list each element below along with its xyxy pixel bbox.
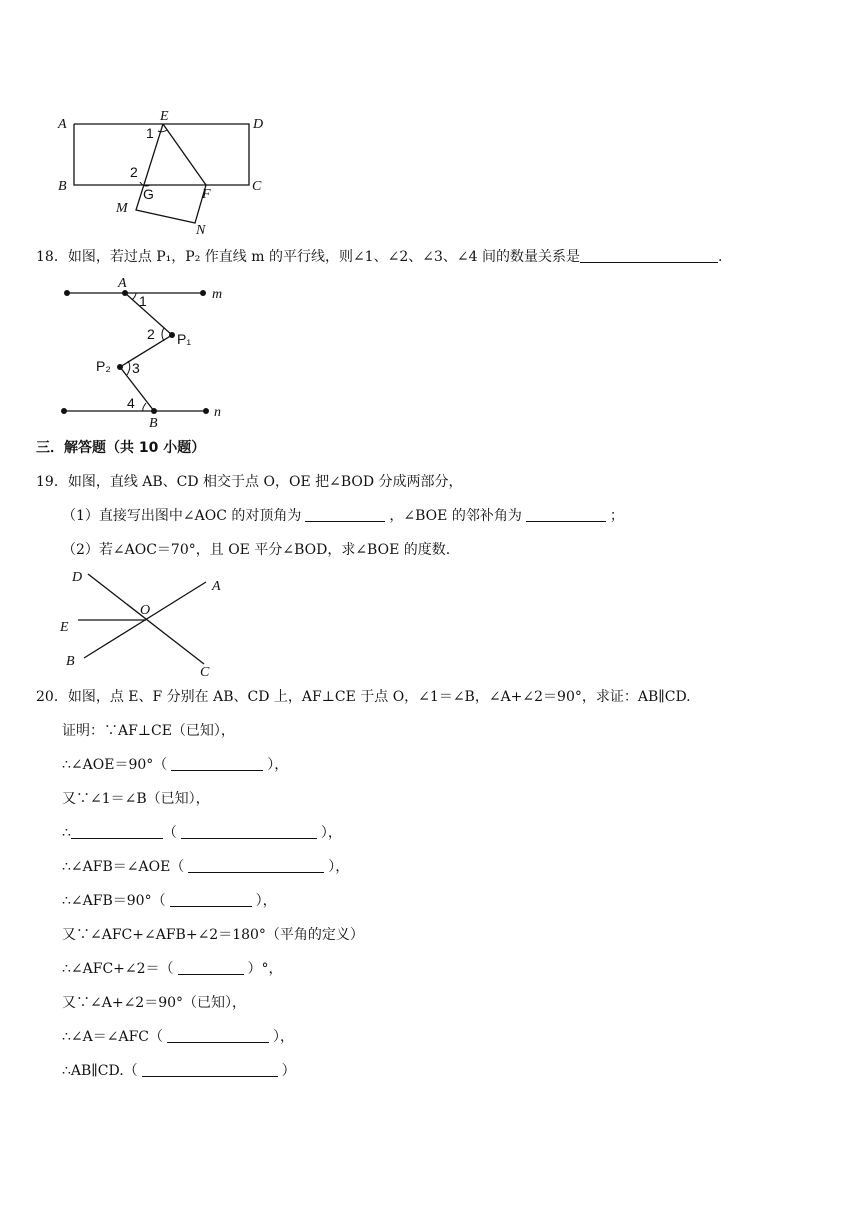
proof-line-1 (62, 755, 288, 775)
answer-blank-19-1[interactable] (305, 507, 385, 522)
proof-line-4 (62, 857, 349, 877)
question-18-end: . (717, 249, 723, 265)
answer-blank-20-2[interactable] (71, 824, 163, 839)
label-D: D (253, 117, 264, 132)
label-1: 1 (146, 125, 154, 141)
section-heading: 三．解答题（共 10 小题） (36, 440, 206, 456)
angle-1-arc (132, 293, 136, 300)
label-G: G (143, 186, 154, 202)
proof-line-10 (62, 1061, 296, 1081)
proof-line-0: 证明：∵AF⊥CE（已知）， (62, 723, 235, 739)
proof-text: ∴∠AFB＝90°（ (62, 893, 166, 909)
label-O: O (140, 603, 151, 618)
point (61, 408, 67, 414)
answer-blank-18[interactable] (580, 248, 718, 263)
proof-text: ∴AB∥CD.（ (62, 1063, 138, 1079)
answer-blank-19-2[interactable] (526, 507, 606, 522)
angle-1-arc (158, 130, 167, 132)
question-18 (36, 247, 722, 267)
point-P1 (169, 332, 175, 338)
question-19-part-2: （2）若∠AOC＝70°，且 OE 平分∠BOD，求∠BOE 的度数. (62, 542, 451, 558)
label-A: A (58, 117, 67, 132)
label-B: B (66, 654, 75, 669)
part-1-text-a: （1）直接写出图中∠AOC 的对顶角为 (62, 508, 302, 524)
point-P2 (117, 364, 123, 370)
proof-text: ）， (328, 859, 350, 875)
label-C: C (252, 179, 262, 194)
label-P2: P₂ (96, 358, 111, 374)
proof-text: ） (281, 1063, 296, 1079)
point-B (151, 408, 157, 414)
label-m: m (212, 287, 223, 302)
label-A: A (118, 276, 127, 291)
proof-line-3 (62, 823, 342, 843)
proof-line-5 (62, 891, 277, 911)
answer-blank-20-6[interactable] (178, 960, 244, 975)
label-C: C (200, 665, 210, 680)
label-N: N (196, 223, 206, 238)
label-F: F (202, 187, 211, 202)
answer-blank-20-5[interactable] (170, 892, 252, 907)
part-1-text-b: ，∠BOE 的邻补角为 (389, 508, 522, 524)
proof-line-9 (62, 1027, 294, 1047)
proof-line-2: 又∵∠1＝∠B（已知）， (62, 791, 210, 807)
answer-blank-20-3[interactable] (181, 824, 317, 839)
proof-text: ）， (255, 893, 277, 909)
figure-19 (54, 566, 234, 680)
label-1: 1 (139, 293, 147, 309)
proof-text: ∴∠AFB＝∠AOE（ (62, 859, 185, 875)
label-B: B (149, 416, 158, 431)
angle-4-arc (143, 403, 146, 411)
answer-blank-20-1[interactable] (171, 756, 263, 771)
answer-blank-20-8[interactable] (142, 1062, 278, 1077)
question-19-part-1 (62, 506, 624, 526)
proof-text: ）°， (247, 961, 283, 977)
proof-text: ）， (267, 757, 289, 773)
proof-text: ∴ (62, 825, 71, 841)
question-18-text: 18．如图，若过点 P₁，P₂ 作直线 m 的平行线，则∠1、∠2、∠3、∠4 间的数量关系是 (36, 249, 580, 265)
proof-text: ∴∠AOE＝90°（ (62, 757, 168, 773)
point (203, 408, 209, 414)
proof-text: ∴∠AFC+∠2＝（ (62, 961, 174, 977)
label-3: 3 (132, 360, 140, 376)
question-19-stem: 19．如图，直线 AB、CD 相交于点 O，OE 把∠BOD 分成两部分， (36, 474, 463, 490)
label-P1: P₁ (177, 331, 192, 347)
proof-text: ）， (320, 825, 342, 841)
angle-2-arc (162, 328, 164, 341)
point (200, 290, 206, 296)
label-n: n (214, 405, 221, 420)
proof-line-8: 又∵∠A+∠2＝90°（已知）， (62, 995, 247, 1011)
label-D: D (72, 570, 83, 585)
label-B: B (58, 179, 67, 194)
rectangle-abcd (74, 124, 249, 185)
proof-text: ）， (273, 1029, 295, 1045)
answer-blank-20-7[interactable] (167, 1028, 269, 1043)
label-2: 2 (130, 164, 138, 180)
part-1-text-c: ； (609, 508, 624, 524)
figure-17 (50, 100, 290, 240)
label-A: A (212, 579, 221, 594)
question-20-stem: 20．如图，点 E、F 分别在 AB、CD 上，AF⊥CE 于点 O，∠1＝∠B，∠A+∠2＝90°，求证：AB∥CD. (36, 689, 691, 705)
label-2: 2 (147, 326, 155, 342)
label-M: M (116, 201, 128, 216)
label-4: 4 (127, 395, 135, 411)
answer-blank-20-4[interactable] (188, 858, 324, 873)
figure-18 (50, 272, 250, 432)
proof-text: （ (162, 825, 177, 841)
label-E: E (160, 109, 169, 124)
proof-line-7 (62, 959, 283, 979)
proof-text: ∴∠A＝∠AFC（ (62, 1029, 164, 1045)
zigzag-path (120, 293, 172, 411)
proof-line-6: 又∵∠AFC+∠AFB+∠2＝180°（平角的定义） (62, 927, 364, 943)
label-E: E (60, 620, 69, 635)
point (64, 290, 70, 296)
